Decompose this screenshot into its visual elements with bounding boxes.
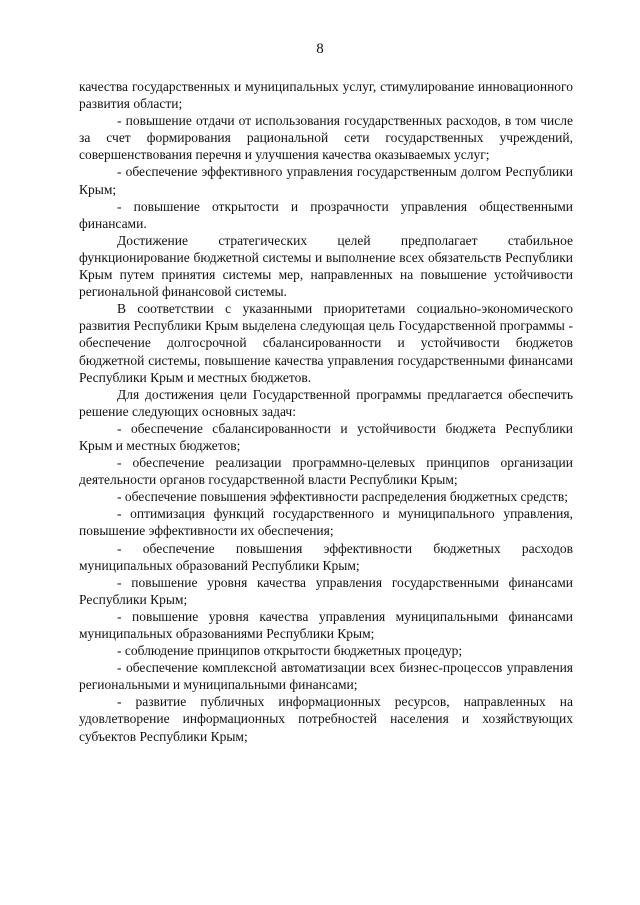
list-item: - обеспечение сбалансированности и устойчивости бюджета Республики Крым и местных бюджетов;: [79, 420, 573, 453]
page-number: 8: [316, 41, 324, 57]
paragraph: Для достижения цели Государственной программы предлагается обеспечить решение следующих основных задач:: [79, 386, 573, 419]
list-item: - обеспечение повышения эффективности распределения бюджетных средств;: [117, 489, 568, 505]
list-item: - обеспечение реализации программно-целевых принципов организации деятельности органов государственной власти Республики Крым;: [79, 455, 573, 488]
body-text: [79, 78, 573, 745]
list-item: - развитие публичных информационных ресурсов, направленных на удовлетворение информационных потребностей населения и хозяйствующих субъектов Республики Крым;: [79, 694, 573, 744]
list-item: - повышение уровня качества управления государственными финансами Республики Крым;: [79, 574, 573, 607]
paragraph: Достижение стратегических целей предполагает стабильное функционирование бюджетной системы и выполнение всех обязательств Республики Крым путем принятия системы мер, направленных на повышение устойчивости региональной финансовой системы.: [79, 232, 573, 300]
list-item: - соблюдение принципов открытости бюджетных процедур;: [117, 643, 463, 659]
list-item: - повышение отдачи от использования государственных расходов, в том числе за счет формирования рациональной сети государственных учреждений, совершенствования перечня и улучшения качества оказываемых услуг;: [79, 113, 573, 163]
list-item: - обеспечение повышения эффективности бюджетных расходов муниципальных образований Республики Крым;: [79, 540, 573, 573]
list-item: - оптимизация функций государственного и муниципального управления, повышение эффективности их обеспечения;: [79, 506, 573, 539]
list-item: - повышение уровня качества управления муниципальными финансами муниципальных образованиями Республики Крым;: [79, 608, 573, 641]
list-item: - повышение открытости и прозрачности управления общественными финансами.: [79, 198, 573, 231]
list-item: - обеспечение комплексной автоматизации всех бизнес-процессов управления региональными и муниципальными финансами;: [79, 660, 573, 693]
list-item: - обеспечение эффективного управления государственным долгом Республики Крым;: [79, 164, 573, 197]
paragraph: качества государственных и муниципальных услуг, стимулирование инновационного развития области;: [79, 79, 573, 112]
paragraph: В соответствии с указанными приоритетами социально-экономического развития Республики Крым выделена следующая цель Государственной программы - обеспечение долгосрочной сбалансированности и устойчивости бюджетов бюджетной системы, повышение качества управления государственными финансами Республики Крым и местных бюджетов.: [79, 301, 573, 385]
